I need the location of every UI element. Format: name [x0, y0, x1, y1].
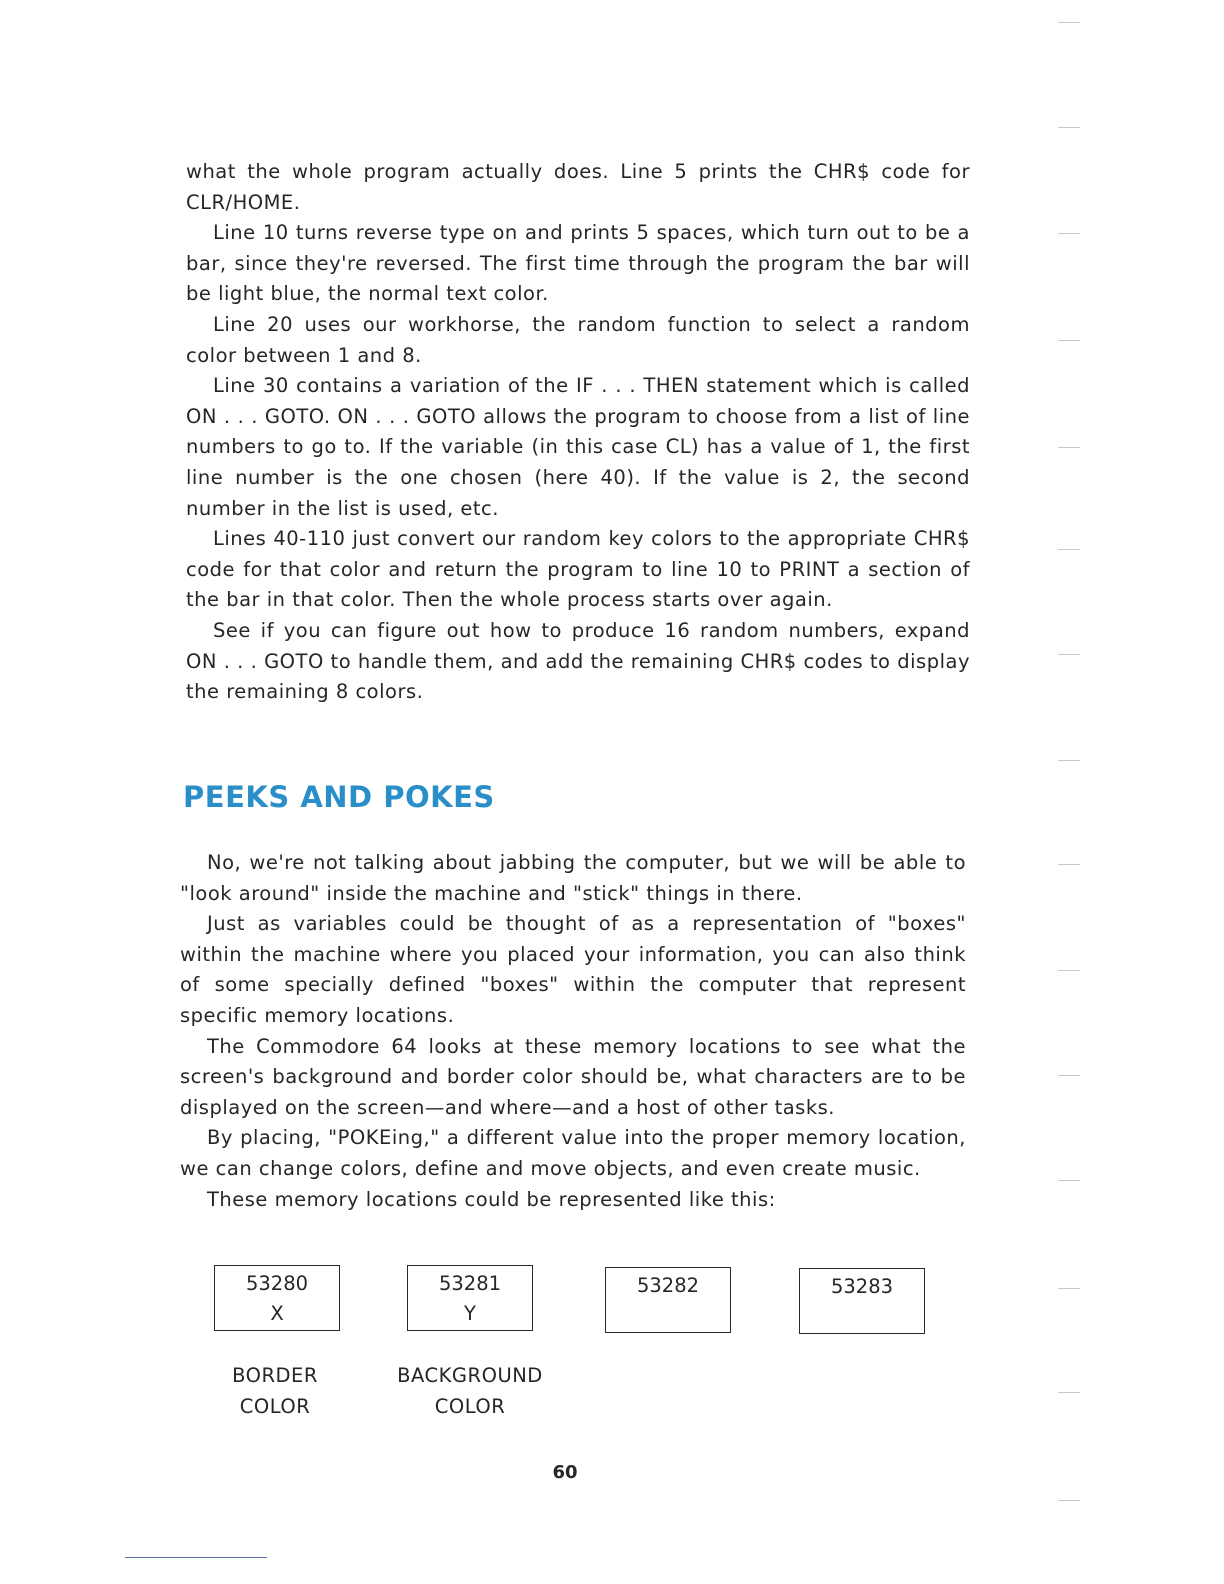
- scan-edge-mark: [1058, 1180, 1080, 1181]
- memory-label-border-color: BORDER COLOR: [232, 1364, 318, 1418]
- scan-edge-mark: [1058, 233, 1080, 234]
- paragraph: Just as variables could be thought of as a representation of "boxes" within the machine where you placed your information, you can also think of some specially defined "boxes" within the computer that represent specific memory locations.: [180, 912, 966, 1027]
- scan-edge-mark: [1058, 864, 1080, 865]
- paragraph: These memory locations could be represented like this:: [207, 1187, 776, 1211]
- section-heading: PEEKS AND POKES: [183, 780, 495, 814]
- paragraph: By placing, "POKEing," a different value into the proper memory location, we can change colors, define and move objects, and even create music.: [180, 1126, 966, 1180]
- memory-address: 53283: [830, 1275, 894, 1298]
- scan-edge-mark: [1058, 760, 1080, 761]
- scan-edge-mark: [1058, 654, 1080, 655]
- paragraph: Line 30 contains a variation of the IF . . . THEN statement which is called ON . . . GOTO. ON . . . GOTO allows the program to choose from a list of line numbers to go to. If the variable (in this case CL) has a value of 1, the first line number is the one chosen (here 40). If the value is 2, the second number in the list is used, etc.: [186, 374, 970, 520]
- memory-location-box: [605, 1267, 731, 1333]
- paragraph: No, we're not talking about jabbing the computer, but we will be able to "look around" inside the machine and "stick" things in there.: [180, 851, 966, 905]
- memory-address: 53280: [245, 1272, 309, 1295]
- memory-variable: Y: [464, 1302, 476, 1325]
- scan-edge-mark: [1058, 340, 1080, 341]
- section-onGoto-explanation: [186, 157, 970, 708]
- memory-location-box: [407, 1265, 533, 1331]
- paragraph: See if you can figure out how to produce 16 random numbers, expand ON . . . GOTO to handle them, and add the remaining CHR$ codes to display the remaining 8 colors.: [186, 618, 970, 704]
- paragraph: Line 10 turns reverse type on and prints 5 spaces, which turn out to be a bar, since they're reversed. The first time through the program the bar will be light blue, the normal text color.: [186, 221, 970, 306]
- scan-edge-mark: [1058, 549, 1080, 550]
- scan-edge-mark: [1058, 22, 1080, 23]
- scan-edge-mark: [1058, 1075, 1080, 1076]
- scan-edge-mark: [1058, 1288, 1080, 1289]
- paragraph: Lines 40-110 just convert our random key colors to the appropriate CHR$ code for that color and return the program to line 10 to PRINT a section of the bar in that color. Then the whole process starts over again.: [186, 527, 970, 612]
- scan-edge-mark: [1058, 1392, 1080, 1393]
- paragraph: what the whole program actually does. Line 5 prints the CHR$ code for CLR/HOME.: [186, 160, 970, 214]
- memory-location-box: [799, 1268, 925, 1334]
- scan-edge-mark: [1058, 970, 1080, 971]
- paragraph: The Commodore 64 looks at these memory locations to see what the screen's background and border color should be, what characters are to be displayed on the screen—and where—and a host of other tasks.: [180, 1034, 966, 1119]
- page-number: 60: [552, 1462, 578, 1483]
- memory-location-box: [214, 1265, 340, 1331]
- scan-edge-mark: [1058, 127, 1080, 128]
- bottom-rule: [125, 1557, 267, 1558]
- memory-label-background-color: BACKGROUND COLOR: [397, 1364, 543, 1418]
- scan-edge-mark: [1058, 1500, 1080, 1501]
- section-peeks-pokes-body: [180, 848, 966, 1215]
- memory-variable: X: [270, 1302, 284, 1325]
- paragraph: Line 20 uses our workhorse, the random function to select a random color between 1 and 8.: [186, 312, 970, 367]
- scan-edge-mark: [1058, 447, 1080, 448]
- memory-address: 53281: [438, 1272, 502, 1295]
- memory-address: 53282: [636, 1274, 700, 1297]
